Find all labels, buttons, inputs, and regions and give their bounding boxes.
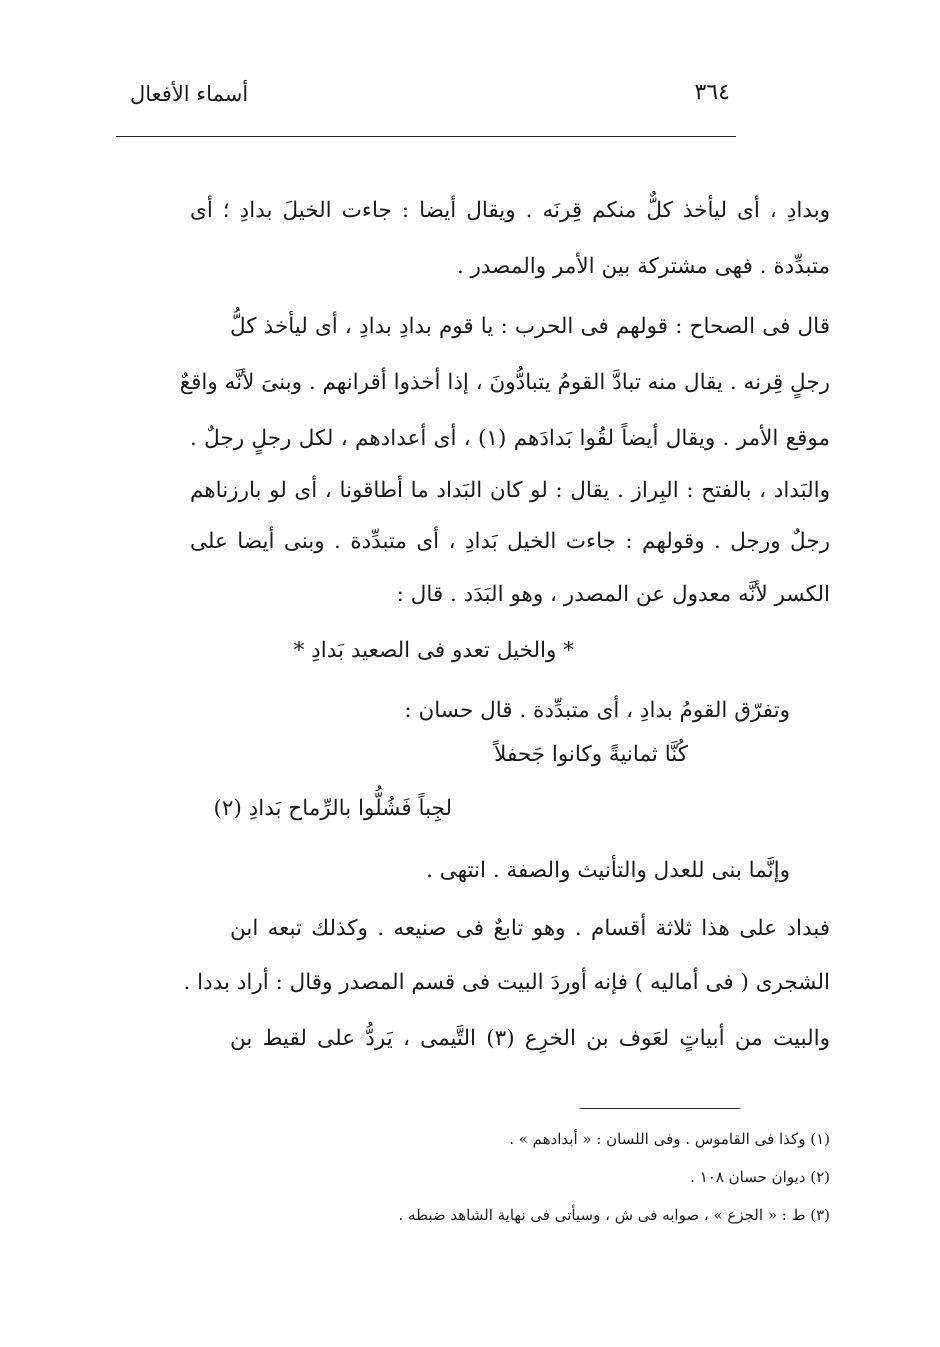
text-line: موقع الأمر . ويقال أيضاً لقُوا بَدادَهم (١) ، أى أعدادهم ، لكل رجلٍ رجلٌ . — [190, 426, 830, 451]
text-line: والبَداد ، بالفتح : البِراز . يقال : لو كان البَداد ما أطاقونا ، أى لو بارزناهم — [190, 478, 830, 503]
text-line: متبدِّدة . فهى مشتركة بين الأمر والمصدر . — [456, 254, 830, 279]
text-line: الشجرى ( فى أماليه ) فإنه أوردَ البيت فى قسم المصدر وقال : أراد بددا . — [183, 970, 830, 995]
footnote: (١) وكذا فى القاموس . وفى اللسان : « أبدادهم » . — [509, 1130, 830, 1148]
page-number: ٣٦٤ — [694, 80, 730, 105]
chapter-title: أسماء الأفعال — [130, 82, 249, 106]
text-line: رجلٌ ورجل . وقولهم : جاءت الخيل بَدادِ ، أى متبدِّدة . وبنى أيضا على — [190, 529, 830, 554]
text-line: والبيت من أبياتٍ لعَوف بن الخرِع (٣) التَّيمى ، يَردُّ على لقيط بن — [230, 1026, 830, 1051]
text-line: وتفرّق القومُ بدادِ ، أى متبدِّدة . قال حسان : — [404, 698, 790, 723]
verse-line: لجِباً فَشُلُّوا بالرِّماح بَدادِ (٢) — [213, 796, 452, 821]
text-line: الكسر لأنَّه معدول عن المصدر ، وهو البَدَد . قال : — [396, 582, 830, 607]
text-line: قال فى الصحاح : قولهم فى الحرب : يا قوم بدادِ بدادِ ، أى ليأخذ كلُّ — [230, 314, 830, 339]
text-line: وبدادِ ، أى ليأخذ كلٌّ منكم قِرنَه . ويقال أيضا : جاءت الخيلَ بدادِ ؛ أى — [190, 198, 830, 223]
header-rule — [116, 136, 736, 137]
footnote: (٢) ديوان حسان ١٠٨ . — [690, 1168, 830, 1186]
verse-line: * والخيل تعدو فى الصعيد بَدادِ * — [293, 638, 574, 663]
footnote: (٣) ط : « الجزع » ، صوابه فى ش ، وسيأتى فى نهاية الشاهد ضبطه . — [398, 1206, 830, 1224]
footnote-rule — [580, 1108, 740, 1109]
text-line: فبداد على هذا ثلاثة أقسام . وهو تابعٌ فى صنيعه . وكذلك تبعه ابن — [230, 916, 830, 941]
text-line: رجلٍ قِرنه . يقال منه تبادَّ القومُ يتبادُّونَ ، إذا أخذوا أقرانهم . وبنىَ لأنَّه واقعٌ — [179, 370, 830, 395]
verse-line: كُنَّا ثمانيةً وكانوا جَحفلاً — [494, 742, 688, 767]
running-header — [110, 80, 730, 120]
text-line: وإنَّما بنى للعدل والتأنيث والصفة . انتهى . — [426, 858, 790, 883]
